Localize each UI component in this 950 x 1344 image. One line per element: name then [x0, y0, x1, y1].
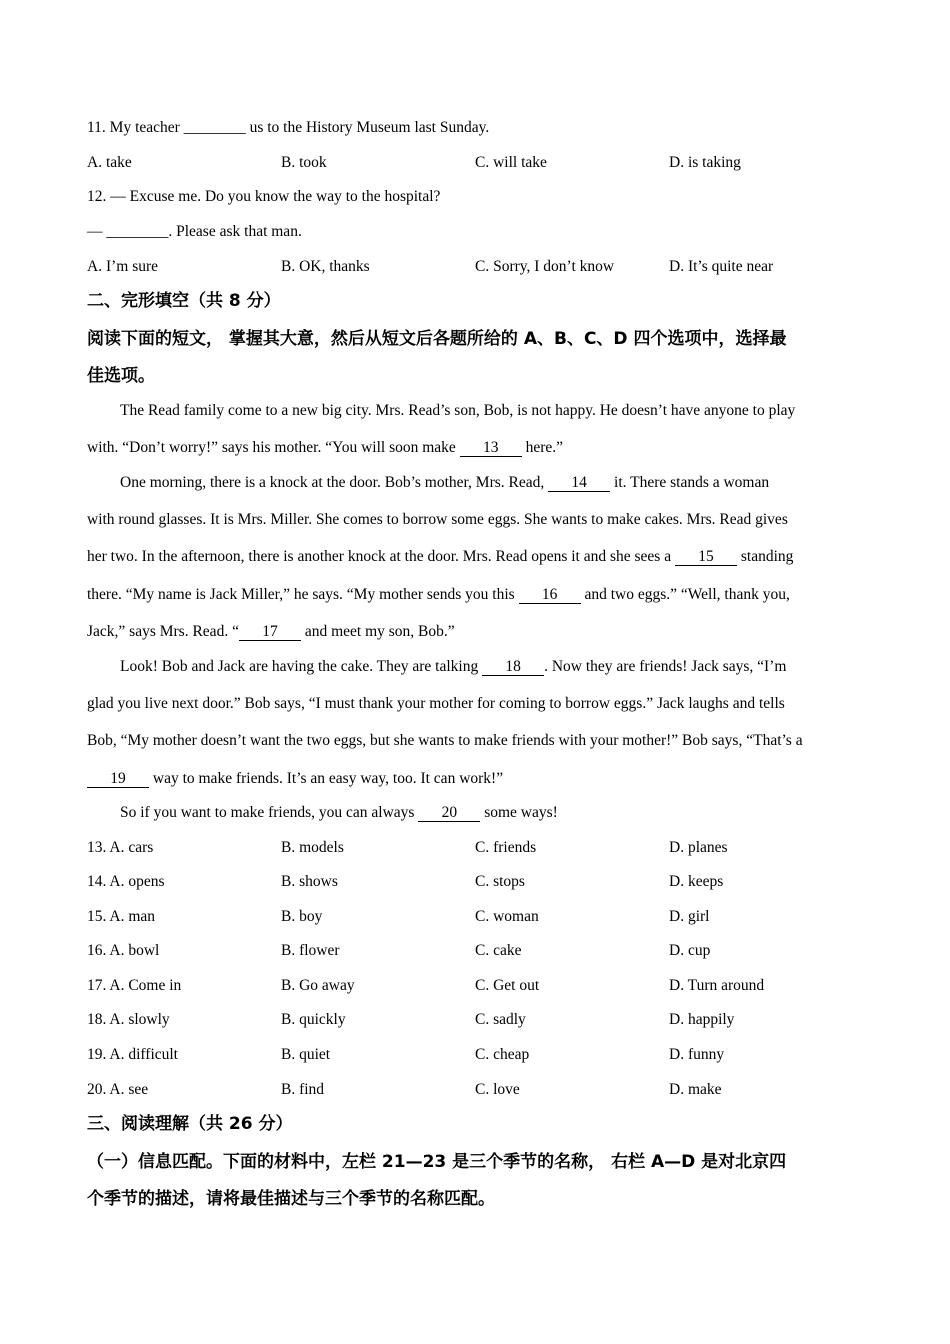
passage-line: with round glasses. It is Mrs. Miller. She comes to borrow some eggs. She wants to make cakes. Mrs. Read gives: [87, 511, 788, 528]
q11-option-b: B. took: [281, 154, 327, 171]
passage-line: Look! Bob and Jack are having the cake. They are talking 18 . Now they are friends! Jack says, “I’m: [120, 658, 787, 675]
q19-option-c: C. cheap: [475, 1046, 530, 1063]
section-3-title: 三、阅读理解（共 26 分）: [87, 1114, 293, 1134]
q14-option-d: D. keeps: [669, 873, 724, 890]
section-2-instructions-line2: 佳选项。: [87, 366, 155, 386]
passage-line: So if you want to make friends, you can always 20 some ways!: [120, 804, 558, 821]
q13-option-a: 13. A. cars: [87, 839, 154, 856]
blank-19: 19: [87, 770, 149, 788]
q11-option-d: D. is taking: [669, 154, 741, 171]
question-12-stem: 12. — Excuse me. Do you know the way to the hospital?: [87, 188, 441, 205]
section-3-instructions-line2: 个季节的描述，请将最佳描述与三个季节的名称匹配。: [87, 1189, 495, 1209]
q16-option-c: C. cake: [475, 942, 522, 959]
q20-option-b: B. find: [281, 1081, 325, 1098]
passage-line: her two. In the afternoon, there is another knock at the door. Mrs. Read opens it and she sees a 15 standing: [87, 548, 794, 565]
q13-option-d: D. planes: [669, 839, 728, 856]
passage-line: Bob, “My mother doesn’t want the two eggs, but she wants to make friends with your mother!” Bob says, “That’s a: [87, 732, 803, 749]
blank-13: 13: [460, 439, 522, 457]
passage-line: with. “Don’t worry!” says his mother. “You will soon make 13 here.”: [87, 439, 564, 456]
q17-option-b: B. Go away: [281, 977, 355, 994]
q16-option-b: B. flower: [281, 942, 340, 959]
section-3-instructions-line1: （一）信息匹配。下面的材料中，左栏 21—23 是三个季节的名称， 右栏 A—D 是对北京四: [87, 1152, 787, 1172]
q12-option-d: D. It’s quite near: [669, 258, 774, 275]
blank-15: 15: [675, 548, 737, 566]
blank-17: 17: [239, 623, 301, 641]
q12-option-b: B. OK, thanks: [281, 258, 370, 275]
q16-option-a: 16. A. bowl: [87, 942, 160, 959]
q14-option-b: B. shows: [281, 873, 338, 890]
blank-20: 20: [418, 804, 480, 822]
q14-option-a: 14. A. opens: [87, 873, 165, 890]
q19-option-a: 19. A. difficult: [87, 1046, 178, 1063]
blank-18: 18: [482, 658, 544, 676]
q16-option-d: D. cup: [669, 942, 711, 959]
q15-option-c: C. woman: [475, 908, 539, 925]
question-12-reply: — ________. Please ask that man.: [87, 223, 302, 240]
q13-option-c: C. friends: [475, 839, 537, 856]
q11-option-a: A. take: [87, 154, 132, 171]
q15-option-d: D. girl: [669, 908, 710, 925]
q18-option-b: B. quickly: [281, 1011, 346, 1028]
q20-option-c: C. love: [475, 1081, 520, 1098]
q17-option-a: 17. A. Come in: [87, 977, 182, 994]
section-2-instructions-line1: 阅读下面的短文， 掌握其大意，然后从短文后各题所给的 A、B、C、D 四个选项中，选择最: [87, 329, 787, 349]
q18-option-d: D. happily: [669, 1011, 735, 1028]
passage-line: The Read family come to a new big city. Mrs. Read’s son, Bob, is not happy. He doesn’t have anyone to play: [120, 402, 796, 419]
passage-line: glad you live next door.” Bob says, “I must thank your mother for coming to borrow eggs.” Jack laughs and tells: [87, 695, 785, 712]
passage-line: Jack,” says Mrs. Read. “ 17 and meet my son, Bob.”: [87, 623, 455, 640]
q17-option-c: C. Get out: [475, 977, 540, 994]
q19-option-d: D. funny: [669, 1046, 725, 1063]
blank-16: 16: [519, 586, 581, 604]
q15-option-a: 15. A. man: [87, 908, 156, 925]
section-2-title: 二、完形填空（共 8 分）: [87, 291, 281, 311]
q13-option-b: B. models: [281, 839, 344, 856]
q20-option-d: D. make: [669, 1081, 722, 1098]
question-11-stem: 11. My teacher ________ us to the History Museum last Sunday.: [87, 119, 490, 136]
q12-option-a: A. I’m sure: [87, 258, 159, 275]
q11-option-c: C. will take: [475, 154, 547, 171]
q14-option-c: C. stops: [475, 873, 525, 890]
q18-option-c: C. sadly: [475, 1011, 526, 1028]
q20-option-a: 20. A. see: [87, 1081, 149, 1098]
blank-14: 14: [548, 474, 610, 492]
q18-option-a: 18. A. slowly: [87, 1011, 170, 1028]
passage-line: 19 way to make friends. It’s an easy way, too. It can work!”: [87, 769, 503, 789]
q15-option-b: B. boy: [281, 908, 323, 925]
q12-option-c: C. Sorry, I don’t know: [475, 258, 615, 275]
passage-line: there. “My name is Jack Miller,” he says. “My mother sends you this 16 and two eggs.” “Well, thank you,: [87, 586, 790, 603]
passage-line: One morning, there is a knock at the door. Bob’s mother, Mrs. Read, 14 it. There stands a woman: [120, 474, 770, 491]
q17-option-d: D. Turn around: [669, 977, 765, 994]
q19-option-b: B. quiet: [281, 1046, 331, 1063]
